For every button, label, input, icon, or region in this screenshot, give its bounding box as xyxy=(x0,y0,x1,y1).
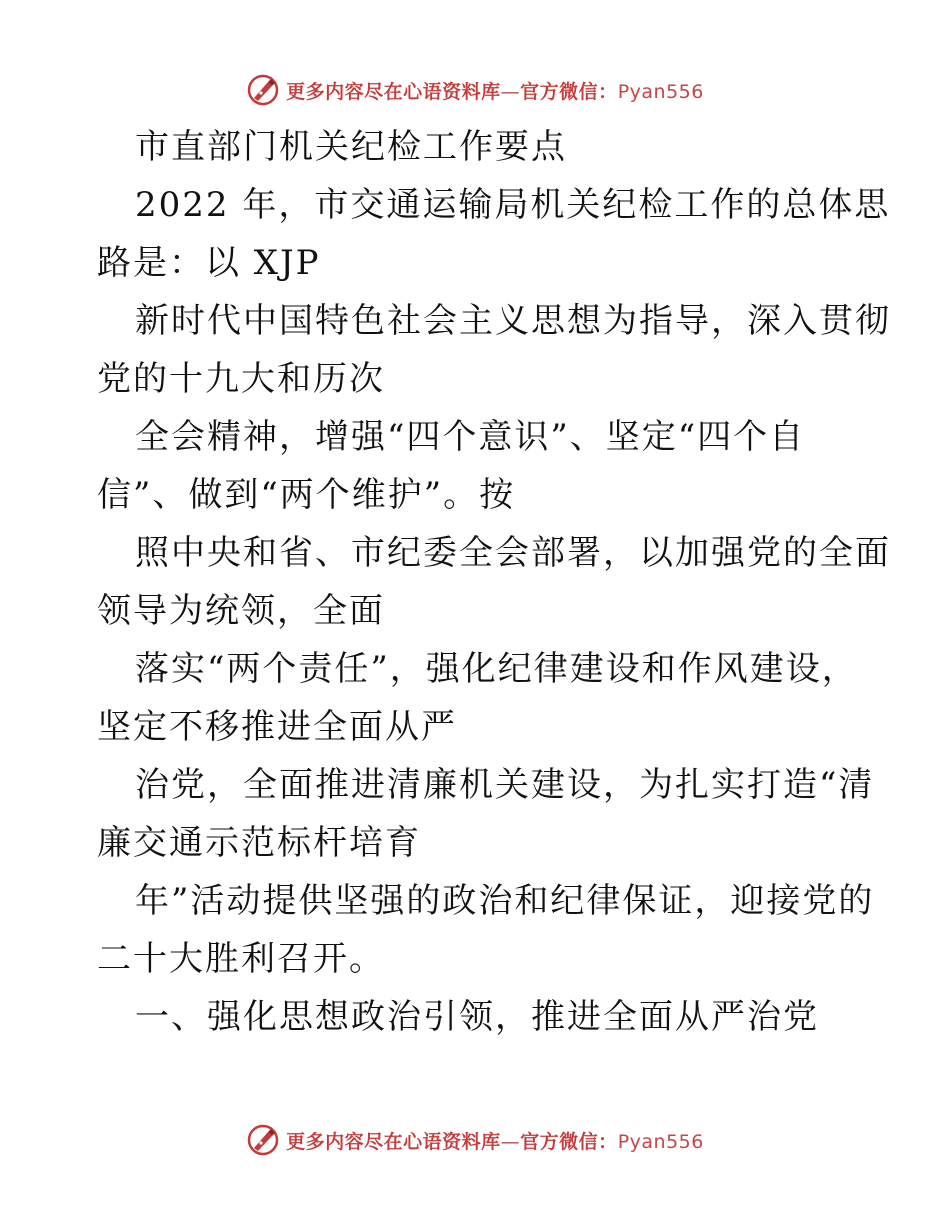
doc-line: 照中央和省、市纪委全会部署，以加强党的全面 xyxy=(135,533,891,573)
doc-line: 落实“两个责任”，强化纪律建设和作风建设， xyxy=(135,649,858,689)
doc-line: 信”、做到“两个维护”。按 xyxy=(97,475,516,515)
doc-line: 二十大胜利召开。 xyxy=(97,939,385,979)
doc-line: 坚定不移推进全面从严 xyxy=(97,707,457,747)
footer-banner-inner xyxy=(246,1123,704,1157)
doc-line: 市直部门机关纪检工作要点 xyxy=(135,127,567,167)
banner-prefix: 更多内容尽在心语资料库 xyxy=(286,1130,501,1153)
banner-wechat-id: Pyan556 xyxy=(617,1130,704,1153)
doc-line: 党的十九大和历次 xyxy=(97,359,385,399)
banner-wechat-label: 官方微信： xyxy=(520,1130,618,1153)
banner-dash: — xyxy=(500,1130,521,1153)
header-banner-text xyxy=(286,77,704,104)
doc-line: 新时代中国特色社会主义思想为指导，深入贯彻 xyxy=(135,301,891,341)
document-body xyxy=(97,118,891,1046)
banner-wechat-label: 官方微信： xyxy=(520,80,618,103)
footer-banner-text xyxy=(286,1127,704,1154)
banner-prefix: 更多内容尽在心语资料库 xyxy=(286,80,501,103)
pen-nib-logo-icon xyxy=(246,73,280,107)
doc-line: 治党，全面推进清廉机关建设，为扎实打造“清 xyxy=(135,765,875,805)
header-banner-inner xyxy=(246,73,704,107)
doc-line: 领导为统领，全面 xyxy=(97,591,385,631)
doc-line: 廉交通示范标杆培育 xyxy=(97,823,421,863)
doc-line: 年”活动提供坚强的政治和纪律保证，迎接党的 xyxy=(135,881,875,921)
banner-dash: — xyxy=(500,80,521,103)
doc-line: 全会精神，增强“四个意识”、坚定“四个自 xyxy=(135,417,806,457)
header-banner xyxy=(0,70,950,110)
doc-heading: 一、强化思想政治引领，推进全面从严治党 xyxy=(135,997,819,1037)
footer-banner xyxy=(0,1120,950,1160)
doc-line: 2022 年，市交通运输局机关纪检工作的总体思 xyxy=(135,185,891,225)
banner-wechat-id: Pyan556 xyxy=(617,80,704,103)
doc-line: 路是：以 XJP xyxy=(97,243,321,283)
pen-nib-logo-icon xyxy=(246,1123,280,1157)
